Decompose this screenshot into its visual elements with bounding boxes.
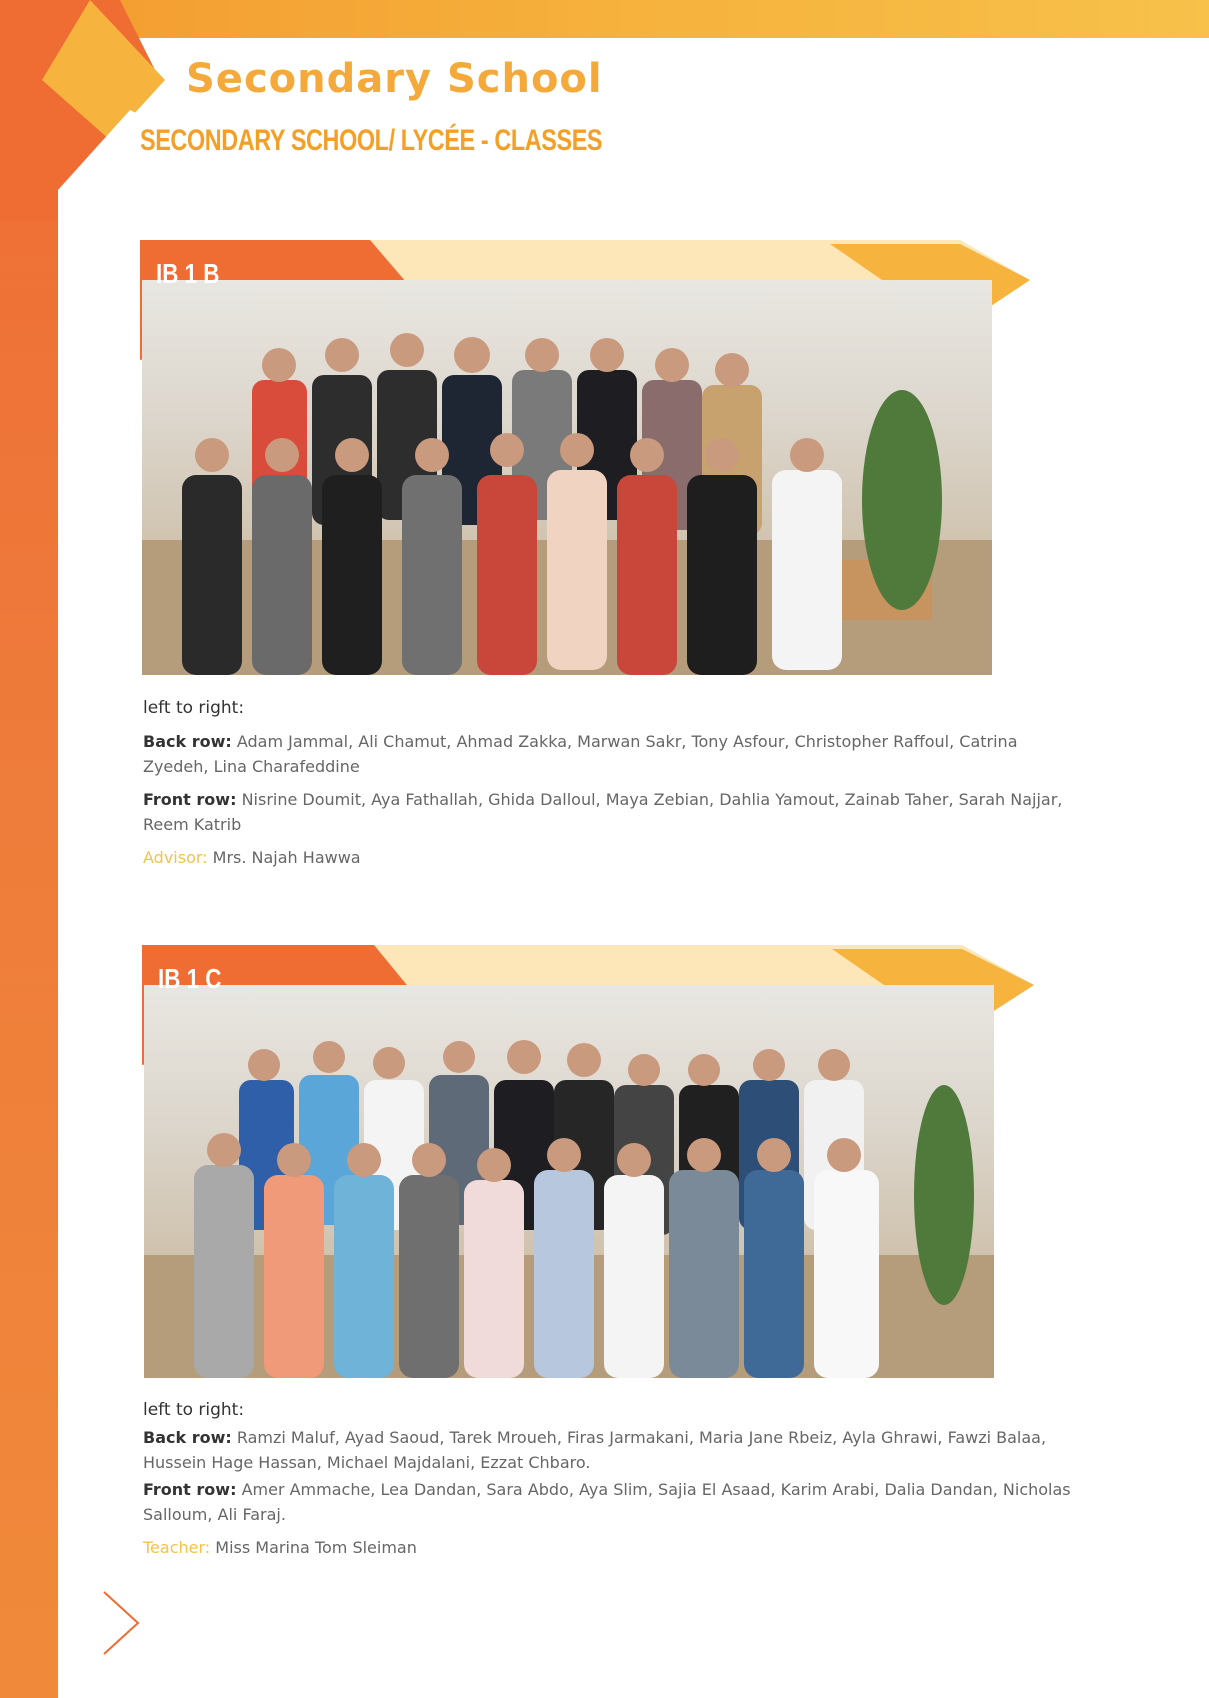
class-photo-block-ib1b <box>140 240 1030 680</box>
back-row-label: Back row: <box>143 1428 232 1447</box>
teacher-label: Teacher: <box>143 1538 211 1557</box>
page-subtitle: SECONDARY SCHOOL/ LYCÉE - CLASSES <box>140 124 603 157</box>
back-row-label: Back row: <box>143 732 232 751</box>
advisor-name: Mrs. Najah Hawwa <box>212 848 361 867</box>
group-photo-illustration <box>144 985 994 1378</box>
class-caption-ib1b <box>143 695 1086 878</box>
class-photo <box>142 280 992 675</box>
class-label: IB 1 B <box>156 258 220 289</box>
front-row-label: Front row: <box>143 790 237 809</box>
class-label: IB 1 C <box>158 963 222 994</box>
left-bar <box>0 0 58 1698</box>
page-title: Secondary School <box>186 56 603 102</box>
teacher-name: Miss Marina Tom Sleiman <box>215 1538 417 1557</box>
chevron-right-icon <box>100 1588 144 1658</box>
back-row-names: Adam Jammal, Ali Chamut, Ahmad Zakka, Marwan Sakr, Tony Asfour, Christopher Raffoul, Catrina Zyedeh, Lina Charafeddine <box>143 732 1018 776</box>
page-number: 262 <box>58 1602 79 1640</box>
caption-intro: left to right: <box>143 698 245 718</box>
class-photo <box>144 985 994 1378</box>
advisor-label: Advisor: <box>143 848 208 867</box>
front-row-names: Nisrine Doumit, Aya Fathallah, Ghida Dalloul, Maya Zebian, Dahlia Yamout, Zainab Taher, Sarah Najjar, Reem Katrib <box>143 790 1063 834</box>
corner-diamond-decoration <box>0 0 220 220</box>
group-photo-illustration <box>142 280 992 675</box>
class-photo-block-ib1c <box>142 945 1034 1385</box>
caption-intro: left to right: <box>143 1400 245 1420</box>
front-row-label: Front row: <box>143 1480 237 1499</box>
back-row-names: Ramzi Maluf, Ayad Saoud, Tarek Mroueh, Firas Jarmakani, Maria Jane Rbeiz, Ayla Ghrawi, Fawzi Balaa, Hussein Hage Hassan, Michael Majdalani, Ezzat Chbaro. <box>143 1428 1047 1472</box>
front-row-names: Amer Ammache, Lea Dandan, Sara Abdo, Aya Slim, Sajia El Asaad, Karim Arabi, Dalia Dandan, Nicholas Salloum, Ali Faraj. <box>143 1480 1071 1524</box>
class-caption-ib1c <box>143 1397 1086 1568</box>
